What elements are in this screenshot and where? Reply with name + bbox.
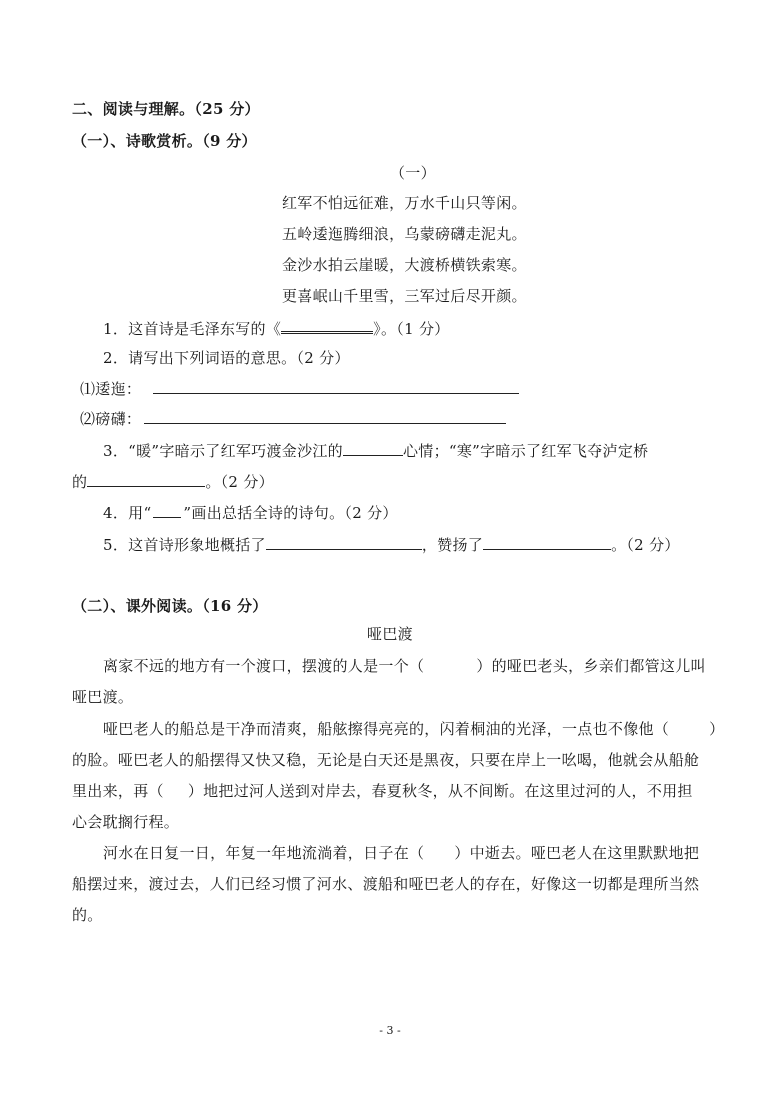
article-title: 哑巴渡 [367, 625, 413, 643]
poem-line-4: 更喜岷山千里雪，三军过后尽开颜。 [282, 287, 527, 305]
article-p3-line-2: 船摆过来，渡过去，人们已经习惯了河水、渡船和哑巴老人的存在，好像这一切都是理所当然 [72, 875, 700, 893]
question-1-book-close: 》。（1 分） [373, 320, 450, 338]
question-3-line-1 [103, 440, 648, 461]
answer-blank-weiyi[interactable] [153, 378, 519, 394]
answer-blank-pangbo[interactable] [144, 408, 506, 424]
poem-line-3: 金沙水拍云崖暖，大渡桥横铁索寒。 [282, 256, 527, 274]
article-p2-text-c: 里出来，再（ [72, 782, 164, 800]
article-p2-line-2: 的脸。哑巴老人的船摆得又快又稳，无论是白天还是黑夜，只要在岸上一吆喝，他就会从船舱 [72, 751, 700, 769]
question-4 [103, 502, 398, 523]
question-1-text: 1．这首诗是毛泽东写的 [103, 320, 266, 338]
question-1-book-open: 《 [265, 320, 282, 338]
question-5-text-b: ，赞扬了 [421, 536, 484, 554]
question-2-item-2 [80, 408, 506, 429]
question-2-item-1-label: ⑴逶迤： [80, 380, 142, 398]
question-5-text-a: 5．这首诗形象地概括了 [103, 536, 266, 554]
reading-part-title: （二）、课外阅读。（16 分） [72, 597, 268, 615]
article-p2-line-4: 心会耽搁行程。 [72, 813, 180, 831]
question-3-text-a: 3．“暖”字暗示了红军巧渡金沙江的 [103, 442, 343, 460]
question-5 [103, 534, 680, 555]
question-5-text-c: 。（2 分） [611, 536, 680, 554]
article-p2-text-b: ） [709, 720, 725, 738]
poem-line-1: 红军不怕远征难，万水千山只等闲。 [282, 194, 527, 212]
page-number: - 3 - [379, 1024, 401, 1037]
question-2-item-2-label: ⑵磅礴： [80, 410, 142, 428]
article-p1-text-a: 离家不远的地方有一个渡口，摆渡的人是一个（ [103, 657, 425, 675]
poem-part-title: （一）、诗歌赏析。（9 分） [72, 132, 257, 150]
answer-blank-cold-mood[interactable] [87, 471, 205, 487]
question-3-text-c: 的 [72, 473, 88, 491]
answer-blank-praise[interactable] [483, 534, 611, 550]
question-4-text-a: 4．用“ [103, 504, 152, 522]
article-p1-line-2: 哑巴渡。 [72, 688, 134, 706]
article-p1-line-1 [103, 656, 706, 676]
answer-blank-warm-mood[interactable] [343, 440, 403, 456]
question-4-text-b: ”画出总括全诗的诗句。（2 分） [183, 504, 398, 522]
question-3-text-d: 。（2 分） [205, 473, 274, 491]
section-title: 二、阅读与理解。（25 分） [72, 100, 260, 118]
article-p2-text-d: ）地把过河人送到对岸去，春夏秋冬，从不间断。在这里过河的人，不用担 [187, 782, 693, 800]
article-p3-text-b: ）中逝去。哑巴老人在这里默默地把 [454, 844, 700, 862]
underline-sample [153, 502, 181, 518]
article-p3-line-1 [103, 843, 699, 863]
question-2-item-1 [80, 378, 519, 399]
question-3-line-2 [72, 471, 274, 492]
article-p3-line-3: 的。 [72, 906, 103, 924]
article-p3-text-a: 河水在日复一日，年复一年地流淌着，日子在（ [103, 844, 425, 862]
poem-line-2: 五岭逶迤腾细浪，乌蒙磅礴走泥丸。 [282, 225, 527, 243]
question-2: 2．请写出下列词语的意思。（2 分） [103, 349, 350, 367]
article-p2-line-3 [72, 781, 693, 801]
article-p2-text-a: 哑巴老人的船总是干净而清爽，船舷擦得亮亮的，闪着桐油的光泽，一点也不像他（ [103, 720, 670, 738]
answer-blank-summary[interactable] [266, 534, 422, 550]
poem-label: （一） [390, 164, 436, 182]
article-p2-line-1 [103, 719, 724, 739]
question-3-text-b: 心情；“寒”字暗示了红军飞夺泸定桥 [402, 442, 649, 460]
question-1 [103, 316, 450, 339]
answer-blank-poem-title[interactable] [281, 316, 373, 334]
article-p1-text-b: ）的哑巴老头，乡亲们都管这儿叫 [476, 657, 706, 675]
